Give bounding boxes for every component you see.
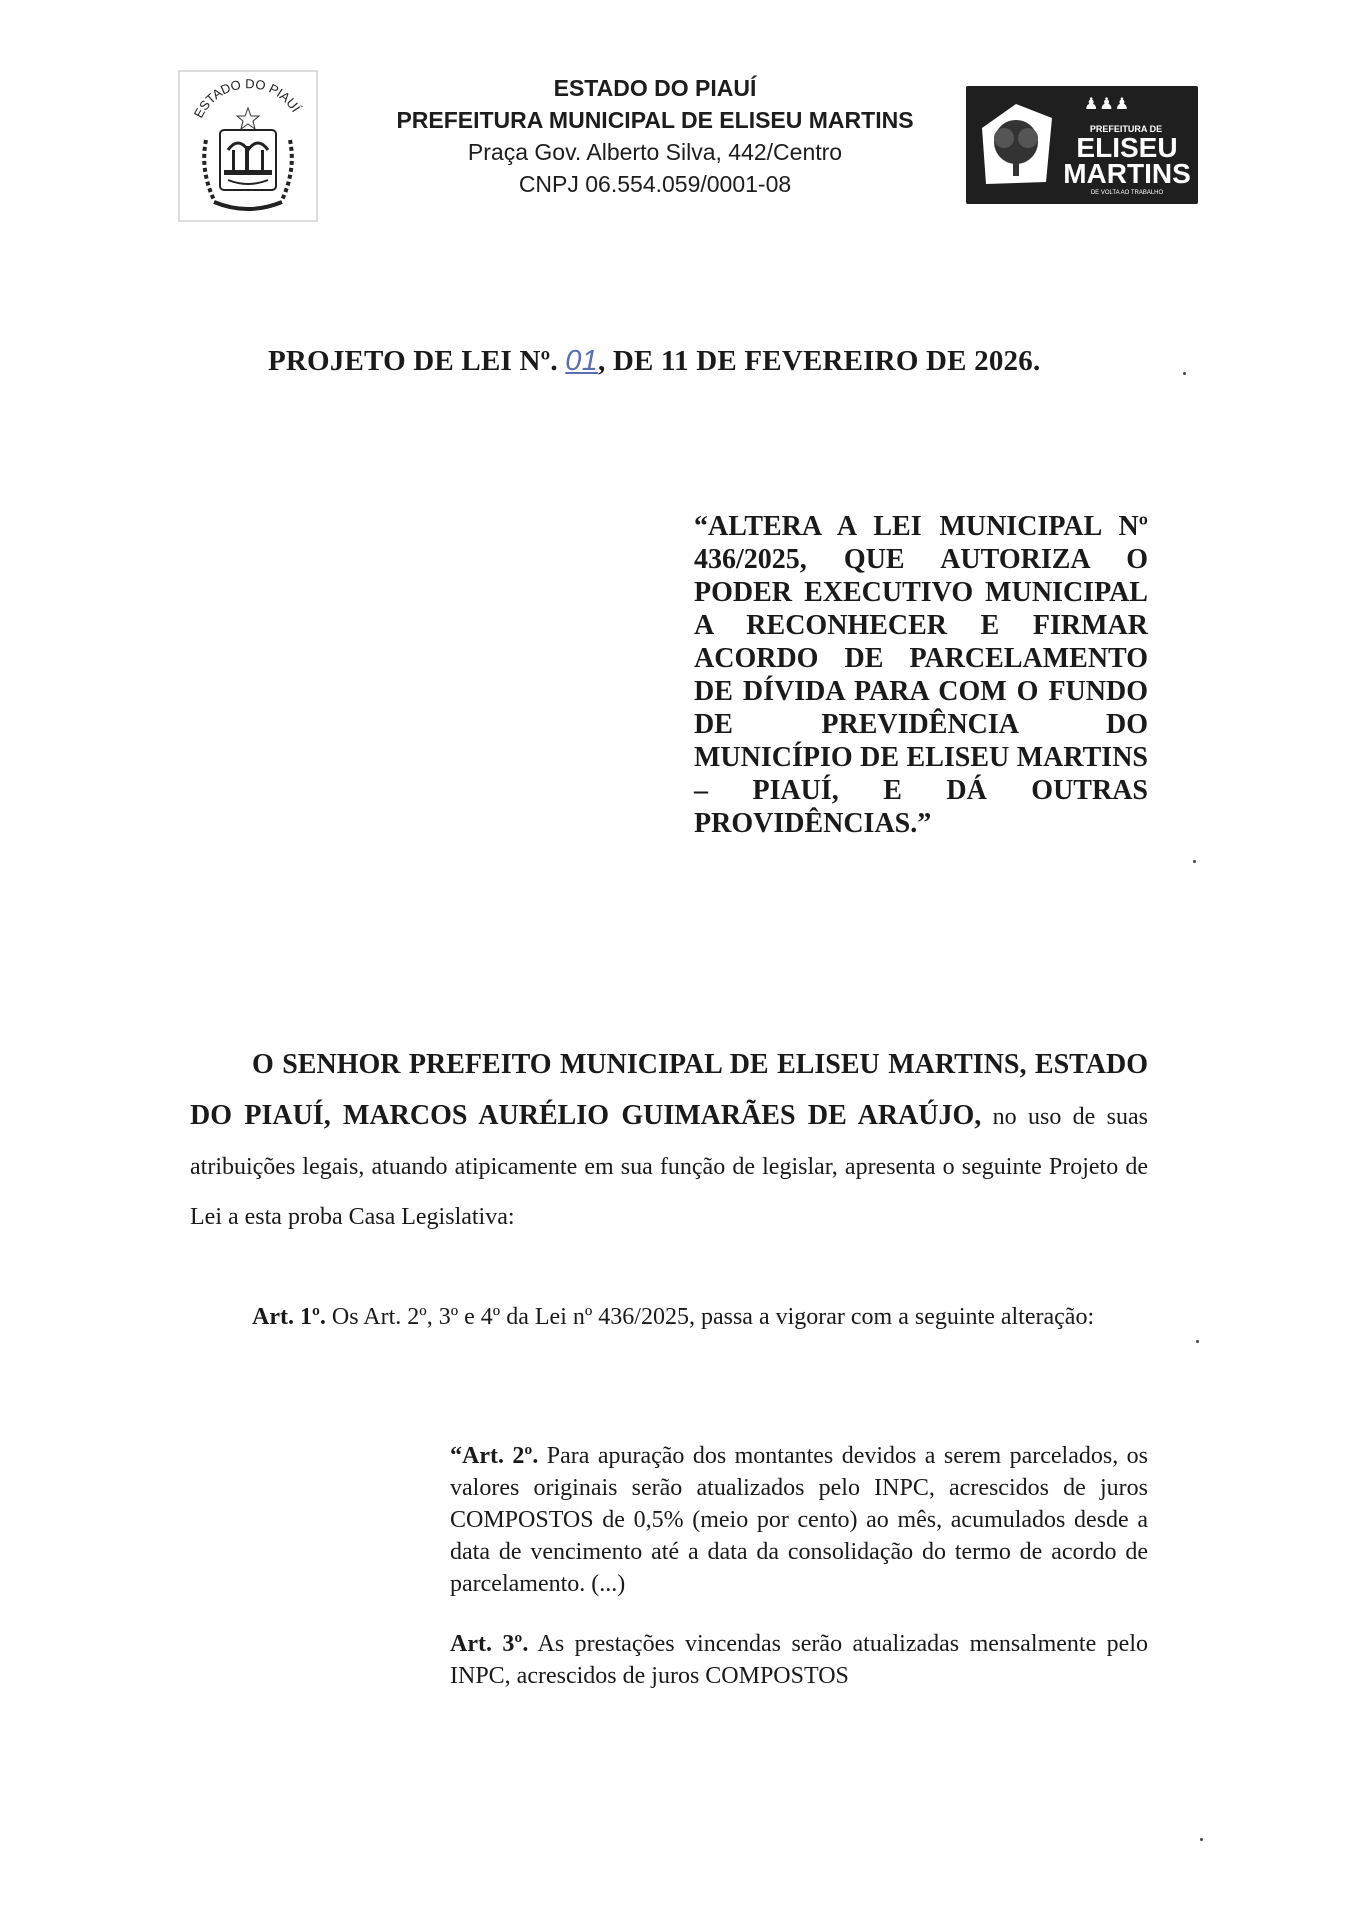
scan-speck [1196, 1340, 1199, 1343]
scan-speck [1200, 1838, 1203, 1841]
article-1 [190, 1292, 1148, 1342]
article-1-text: Os Art. 2º, 3º e 4º da Lei nº 436/2025, passa a vigorar com a seguinte alteração: [325, 1304, 1095, 1330]
scan-speck [1193, 860, 1196, 863]
letterhead-state: ESTADO DO PIAUÍ [553, 75, 757, 101]
state-seal-icon [178, 70, 318, 222]
bill-title [268, 345, 1168, 378]
bill-title-suffix: , DE 11 DE FEVEREIRO DE 2026. [597, 345, 1041, 377]
bill-summary [694, 510, 1148, 840]
letterhead-prefecture: PREFEITURA MUNICIPAL DE ELISEU MARTINS [396, 107, 914, 133]
bill-title-prefix: PROJETO DE LEI Nº. [268, 345, 566, 377]
quoted-amendment [450, 1440, 1148, 1720]
article-1-label: Art. 1º. [252, 1304, 326, 1330]
bill-summary-last: PROVIDÊNCIAS.” [694, 808, 932, 839]
bill-number: 01 [565, 345, 598, 377]
preamble-text: no uso de suas atribuições legais, atuando atipicamente em sua função de legislar, apresenta o seguinte Projeto de Lei a esta proba Casa Legislativa: [190, 1104, 1149, 1230]
preamble [190, 1040, 1148, 1242]
municipality-logo [966, 86, 1198, 204]
article-2-label: “Art. 2º. [450, 1443, 539, 1469]
article-2 [450, 1440, 1148, 1600]
letterhead-cnpj: CNPJ 06.554.059/0001-08 [518, 171, 792, 197]
logo-word-martins: MARTINS [1063, 158, 1191, 189]
article-3-label: Art. 3º. [450, 1631, 529, 1657]
people-icon: ♟♟♟ [1084, 94, 1131, 113]
letterhead-address: Praça Gov. Alberto Silva, 442/Centro [467, 139, 843, 165]
scan-speck [1183, 372, 1186, 375]
tree-icon [976, 98, 1056, 190]
logo-word-eliseu: ELISEU [1076, 132, 1178, 163]
preamble-bold: O SENHOR PREFEITO MUNICIPAL DE ELISEU MARTINS, ESTADO DO PIAUÍ, MARCOS AURÉLIO GUIMARÃES DE ARAÚJO, [190, 1049, 1148, 1131]
logo-tagline: DE VOLTA AO TRABALHO [1090, 190, 1164, 196]
article-3 [450, 1628, 1148, 1692]
logo-small-text: PREFEITURA DE [1089, 124, 1163, 134]
article-2-text: Para apuração dos montantes devidos a serem parcelados, os valores originais serão atualizados pelo INPC, acrescidos de juros COMPOSTOS de 0,5% (meio por cento) ao mês, acumulados desde a data de vencimento até a data da consolidação do termo de acordo de parcelamento. (...) [450, 1443, 1148, 1597]
svg-text:ESTADO DO PIAUÍ: ESTADO DO PIAUÍ [190, 76, 304, 121]
bill-summary-main: “ALTERA A LEI MUNICIPAL Nº 436/2025, QUE AUTORIZA O PODER EXECUTIVO MUNICIPAL A RECONHECER E FIRMAR ACORDO DE PARCELAMENTO DE DÍVIDA PARA COM O FUNDO DE PREVIDÊNCIA DO MUNICÍPIO DE ELISEU MARTINS – PIAUÍ, E DÁ OUTRAS [694, 511, 1148, 806]
letterhead [355, 72, 955, 200]
article-3-text: As prestações vincendas serão atualizadas mensalmente pelo INPC, acrescidos de juros COMPOSTOS [450, 1631, 1148, 1689]
